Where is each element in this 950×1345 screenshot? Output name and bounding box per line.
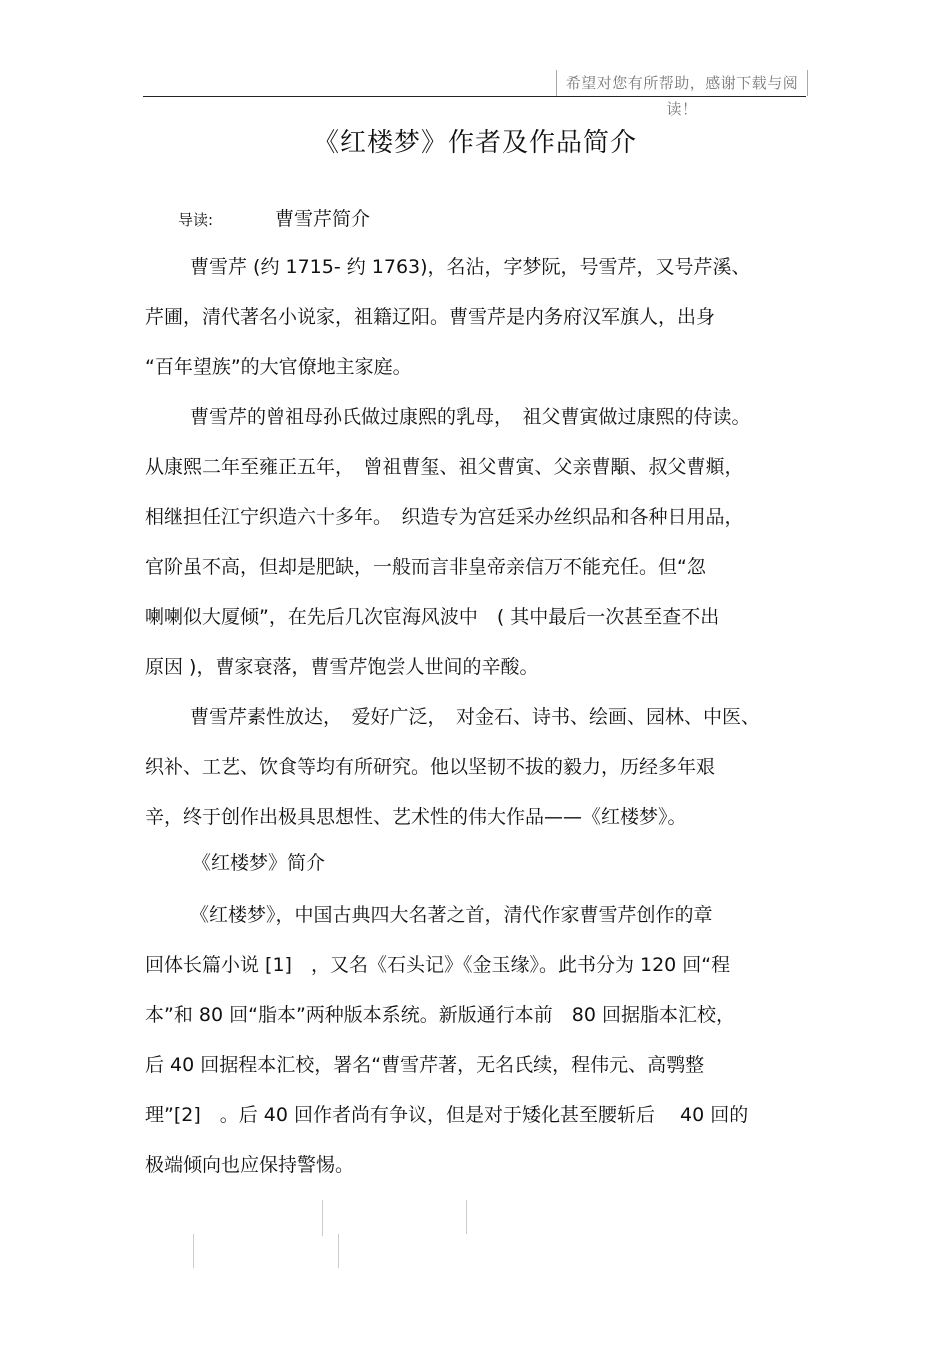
text-line: 后 40 回据程本汇校，署名“曹雪芹著，无名氏续，程伟元、高鹗整 <box>145 1054 705 1076</box>
text-line: 原因 )，曹家衰落，曹雪芹饱尝人世间的辛酸。 <box>145 656 539 678</box>
text-line: 极端倾向也应保持警惕。 <box>145 1154 355 1176</box>
page-title: 《红楼梦》作者及作品简介 <box>312 128 637 158</box>
text-line: 理”[2] 。后 40 回作者尚有争议，但是对于矮化甚至腰斩后 40 回的 <box>145 1104 749 1126</box>
decorative-rule <box>193 1234 194 1268</box>
text-line: 芹圃，清代著名小说家，祖籍辽阳。曹雪芹是内务府汉军旗人，出身 <box>145 306 716 328</box>
text-line: 曹雪芹 (约 1715- 约 1763)，名沾，字梦阮，号雪芹，又号芹溪、 <box>190 256 751 278</box>
lead-label: 导读: <box>178 211 214 229</box>
lead-line <box>178 204 370 231</box>
decorative-rule <box>338 1234 339 1268</box>
header-note: 希望对您有所帮助，感谢下载与阅读！ <box>556 70 808 96</box>
text-line: 官阶虽不高，但却是肥缺，一般而言非皇帝亲信万不能充任。但“忽 <box>145 556 706 578</box>
text-line: 《红楼梦》，中国古典四大名著之首，清代作家曹雪芹创作的章 <box>190 904 713 926</box>
section-heading-novel: 《红楼梦》简介 <box>192 852 326 874</box>
text-line: 曹雪芹素性放达， 爱好广泛， 对金石、诗书、绘画、园林、中医、 <box>190 706 761 728</box>
text-line: 喇喇似大厦倾”，在先后几次宦海风波中 ( 其中最后一次甚至查不出 <box>145 606 720 628</box>
paragraph-author-intro <box>145 242 810 392</box>
paragraph-family-history <box>145 392 810 692</box>
paragraph-character <box>145 692 810 842</box>
text-line: 曹雪芹的曾祖母孙氏做过康熙的乳母， 祖父曹寅做过康熙的侍读。 <box>190 406 751 428</box>
text-line: 相继担任江宁织造六十多年。 织造专为宫廷采办丝织品和各种日用品， <box>145 506 744 528</box>
text-line: 辛，终于创作出极具思想性、艺术性的伟大作品——《红楼梦》。 <box>145 806 687 828</box>
text-line: “百年望族”的大官僚地主家庭。 <box>145 356 412 378</box>
text-line: 织补、工艺、饮食等均有所研究。他以坚韧不拔的毅力，历经多年艰 <box>145 756 716 778</box>
paragraph-novel-intro <box>145 890 810 1190</box>
text-line: 从康熙二年至雍正五年， 曾祖曹玺、祖父曹寅、父亲曹顒、叔父曹頫， <box>145 456 744 478</box>
text-line: 回体长篇小说 [1] ，又名《石头记》《金玉缘》。此书分为 120 回“程 <box>145 954 731 976</box>
decorative-rule <box>466 1200 467 1234</box>
section-heading-author: 曹雪芹简介 <box>275 208 371 230</box>
header-divider <box>143 96 806 97</box>
text-line: 本”和 80 回“脂本”两种版本系统。新版通行本前 80 回据脂本汇校， <box>145 1004 736 1026</box>
decorative-rule <box>322 1200 323 1236</box>
